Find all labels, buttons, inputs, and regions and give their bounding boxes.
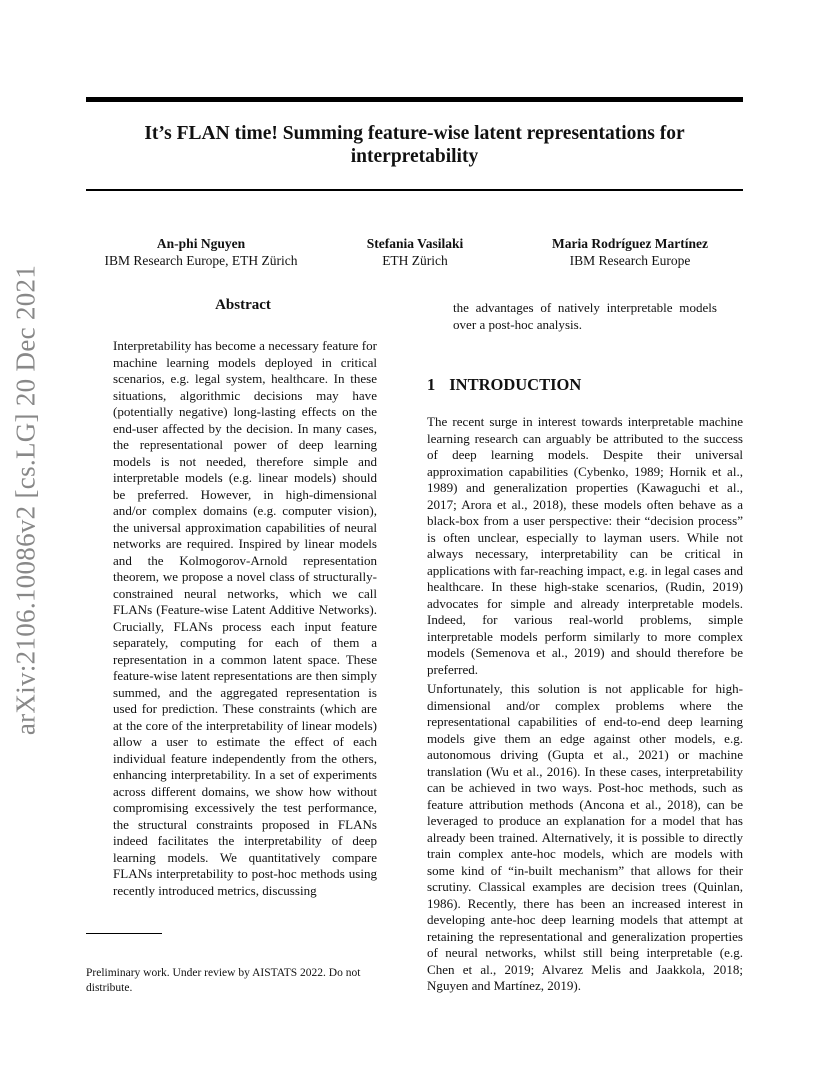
author-affiliation: IBM Research Europe	[569, 253, 691, 268]
section-heading	[427, 375, 581, 395]
arxiv-sidebar	[2, 264, 50, 736]
title-bottom-rule	[86, 189, 743, 191]
abstract-heading: Abstract	[215, 297, 271, 313]
author-2	[330, 235, 500, 269]
footnote: Preliminary work. Under review by AISTATS 2022. Do not distribute.	[86, 967, 361, 994]
author-affiliation: IBM Research Europe, ETH Zürich	[104, 253, 298, 268]
intro-paragraph-1: The recent surge in interest towards interpretable machine learning research can arguably be attributed to the success of deep learning models. Despite their universal approximation capabilities (Cybenko, 1989; Hornik et al., 1989) and generalization properties (Kawaguchi et al., 2017; Arora et al., 2018), these models often behave as a black-box from a user perspective: their “decision process” is often unclear, especially to layman users. While not always necessary, interpretability can be critical in applications with far-reaching impact, e.g. in legal cases and healthcare. In these high-stake scenarios, (Rudin, 2019) advocates for simple and already interpretable models. Indeed, for various real-world problems, simple interpretable models perform similarly to more complex models (Semenova et al., 2019) and should therefore be preferred.	[427, 414, 743, 677]
paper-title: It’s FLAN time! Summing feature-wise latent representations for interpretability	[144, 123, 685, 167]
arxiv-id: arXiv:2106.10086v2 [cs.LG] 20 Dec 2021	[10, 264, 41, 736]
author-name: An-phi Nguyen	[156, 236, 246, 251]
abstract-text: Interpretability has become a necessary feature for machine learning models deployed in critical scenarios, e.g. legal system, healthcare. In these situations, algorithmic decisions may have (potentially negative) long-lasting effects on the end-user affected by the decision. In many cases, the representational power of deep learning models is not needed, therefore simple and interpretable models (e.g. linear models) should be preferred. However, in high-dimensional and/or complex domains (e.g. computer vision), the universal approximation capabilities of neural networks are required. Inspired by linear models and the Kolmogorov-Arnold representation theorem, we propose a novel class of structurally-constrained neural networks, which we call FLANs (Feature-wise Latent Additive Networks). Crucially, FLANs process each input feature separately, computing for each of them a representation in a common latent space. These feature-wise latent representations are then simply summed, and the aggregated representation is used for prediction. These constraints (which are at the core of the interpretability of linear models) allow a user to estimate the effect of each individual feature independently from the others, enhancing interpretability. In a set of experiments across different domains, we show how without compromising excessively the test performance, the structural constraints proposed in FLANs indeed facilitates the interpretability of deep learning models. We quantitatively compare FLANs interpretability to post-hoc methods using recently introduced metrics, discussing	[113, 338, 377, 898]
author-name: Maria Rodríguez Martínez	[552, 236, 708, 251]
abstract-continued: the advantages of natively interpretable models over a post-hoc analysis.	[453, 300, 717, 332]
top-rule	[86, 97, 743, 102]
author-affiliation: ETH Zürich	[382, 253, 448, 268]
intro-paragraph-2: Unfortunately, this solution is not applicable for high-dimensional and/or complex problems where the representational capabilities of end-to-end deep learning models give them an edge against other models, e.g. autonomous driving (Gupta et al., 2021) or machine translation (Wu et al., 2016). In these cases, interpretability can be achieved in two ways. Post-hoc methods, such as feature attribution methods (Ancona et al., 2018), can be leveraged to produce an explanation for a model that has already been trained. Alternatively, it is possible to directly train complex ante-hoc models, which are models with some kind of “in-built mechanism” that allows for their scrutiny. Classical examples are decision trees (Quinlan, 1986). Recently, there has been an increased interest in developing ante-hoc deep learning models that attempt at retaining the representational and generalization properties of neural networks, whilst still being interpretable (e.g. Chen et al., 2019; Alvarez Melis and Jaakkola, 2018; Nguyen and Martínez, 2019).	[427, 681, 743, 993]
author-3	[520, 235, 740, 269]
footnote-rule	[86, 933, 162, 934]
section-number: 1	[427, 375, 436, 394]
section-title: INTRODUCTION	[449, 375, 582, 394]
author-1	[86, 235, 316, 269]
author-name: Stefania Vasilaki	[366, 236, 464, 251]
